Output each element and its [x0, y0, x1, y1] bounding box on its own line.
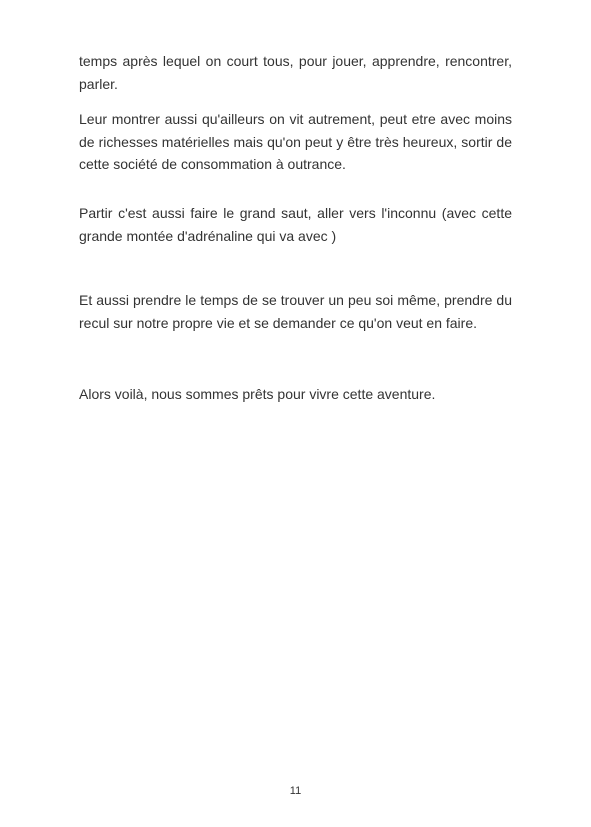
paragraph-3: Partir c'est aussi faire le grand saut, aller vers l'inconnu (avec cette grande montée d'adrénaline qui va avec ) — [79, 205, 512, 244]
paragraph-4: Et aussi prendre le temps de se trouver un peu soi même, prendre du recul sur notre propre vie et se demander ce qu'on veut en faire. — [79, 292, 512, 331]
paragraph-1: temps après lequel on court tous, pour jouer, apprendre, rencontrer, parler. — [79, 53, 512, 92]
paragraph-2: Leur montrer aussi qu'ailleurs on vit autrement, peut etre avec moins de richesses matérielles mais qu'on peut y être très heureux, sortir de cette société de consommation à outrance. — [79, 111, 512, 172]
page-number: 11 — [289, 785, 302, 797]
paragraph-5: Alors voilà, nous sommes prêts pour vivre cette aventure. — [79, 386, 436, 402]
